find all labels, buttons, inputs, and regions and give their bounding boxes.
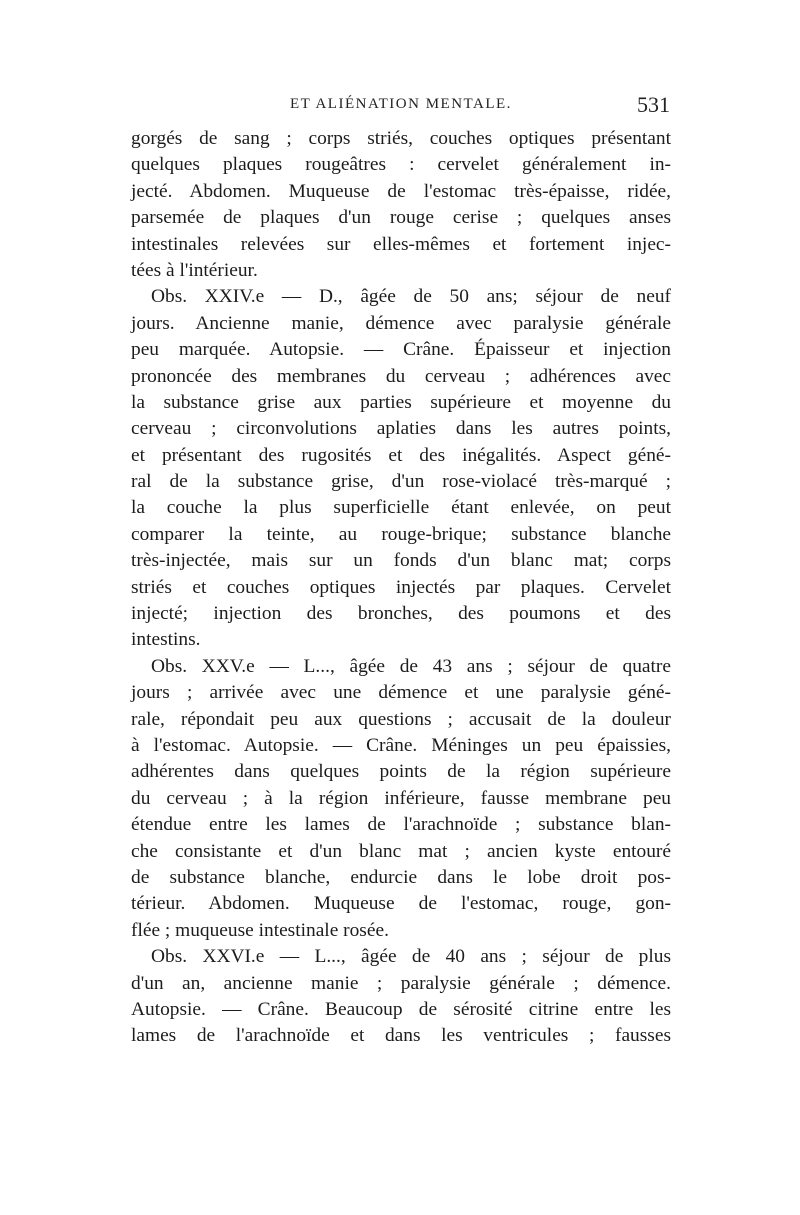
running-head — [130, 92, 670, 118]
text-line: du cerveau ; à la région inférieure, fausse membrane peu — [131, 787, 671, 809]
text-line: et présentant des rugosités et des inégalités. Aspect géné- — [131, 444, 671, 466]
text-line: Obs. XXIV.e — D., âgée de 50 ans; séjour de neuf — [151, 286, 671, 308]
running-title: ET ALIÉNATION MENTALE. — [290, 96, 512, 112]
text-line: jours ; arrivée avec une démence et une paralysie géné- — [131, 682, 671, 704]
text-line: ral de la substance grise, d'un rose-violacé très-marqué ; — [131, 471, 671, 493]
body-text — [131, 126, 671, 1050]
text-line: quelques plaques rougeâtres : cervelet généralement in- — [131, 154, 671, 176]
text-line: prononcée des membranes du cerveau ; adhérences avec — [131, 365, 671, 387]
text-line: à l'estomac. Autopsie. — Crâne. Méninges un peu épaissies, — [131, 734, 671, 756]
text-line: Autopsie. — Crâne. Beaucoup de sérosité citrine entre les — [131, 998, 671, 1020]
text-line: adhérentes dans quelques points de la région supérieure — [131, 761, 671, 783]
text-line: lames de l'arachnoïde et dans les ventricules ; fausses — [131, 1025, 671, 1047]
text-line: étendue entre les lames de l'arachnoïde ; substance blan- — [131, 814, 671, 836]
text-line: la substance grise aux parties supérieure et moyenne du — [131, 391, 671, 413]
text-line: térieur. Abdomen. Muqueuse de l'estomac, rouge, gon- — [131, 893, 671, 915]
text-line: comparer la teinte, au rouge-brique; substance blanche — [131, 523, 671, 545]
text-line: parsemée de plaques d'un rouge cerise ; quelques anses — [131, 207, 671, 229]
text-line: de substance blanche, endurcie dans le lobe droit pos- — [131, 866, 671, 888]
text-line: peu marquée. Autopsie. — Crâne. Épaisseur et injection — [131, 339, 671, 361]
text-line: striés et couches optiques injectés par plaques. Cervelet — [131, 576, 671, 598]
text-line: jours. Ancienne manie, démence avec paralysie générale — [131, 312, 671, 334]
text-line: la couche la plus superficielle étant enlevée, on peut — [131, 497, 671, 519]
text-line: gorgés de sang ; corps striés, couches optiques présentant — [131, 128, 671, 149]
text-line: flée ; muqueuse intestinale rosée. — [131, 919, 389, 941]
text-line: très-injectée, mais sur un fonds d'un blanc mat; corps — [131, 550, 671, 572]
text-line: intestins. — [131, 629, 201, 651]
text-line: che consistante et d'un blanc mat ; ancien kyste entouré — [131, 840, 671, 862]
text-line: cerveau ; circonvolutions aplaties dans les autres points, — [131, 418, 671, 440]
page-number: 531 — [637, 92, 670, 117]
text-line: tées à l'intérieur. — [131, 259, 258, 281]
text-line: injecté; injection des bronches, des poumons et des — [131, 603, 671, 625]
text-line: Obs. XXV.e — L..., âgée de 43 ans ; séjour de quatre — [151, 655, 671, 677]
text-line: Obs. XXVI.e — L..., âgée de 40 ans ; séjour de plus — [151, 946, 671, 968]
text-line: jecté. Abdomen. Muqueuse de l'estomac très-épaisse, ridée, — [131, 180, 671, 202]
text-line: rale, répondait peu aux questions ; accusait de la douleur — [131, 708, 671, 730]
text-line: intestinales relevées sur elles-mêmes et fortement injec- — [131, 233, 671, 255]
text-line: d'un an, ancienne manie ; paralysie générale ; démence. — [131, 972, 671, 994]
